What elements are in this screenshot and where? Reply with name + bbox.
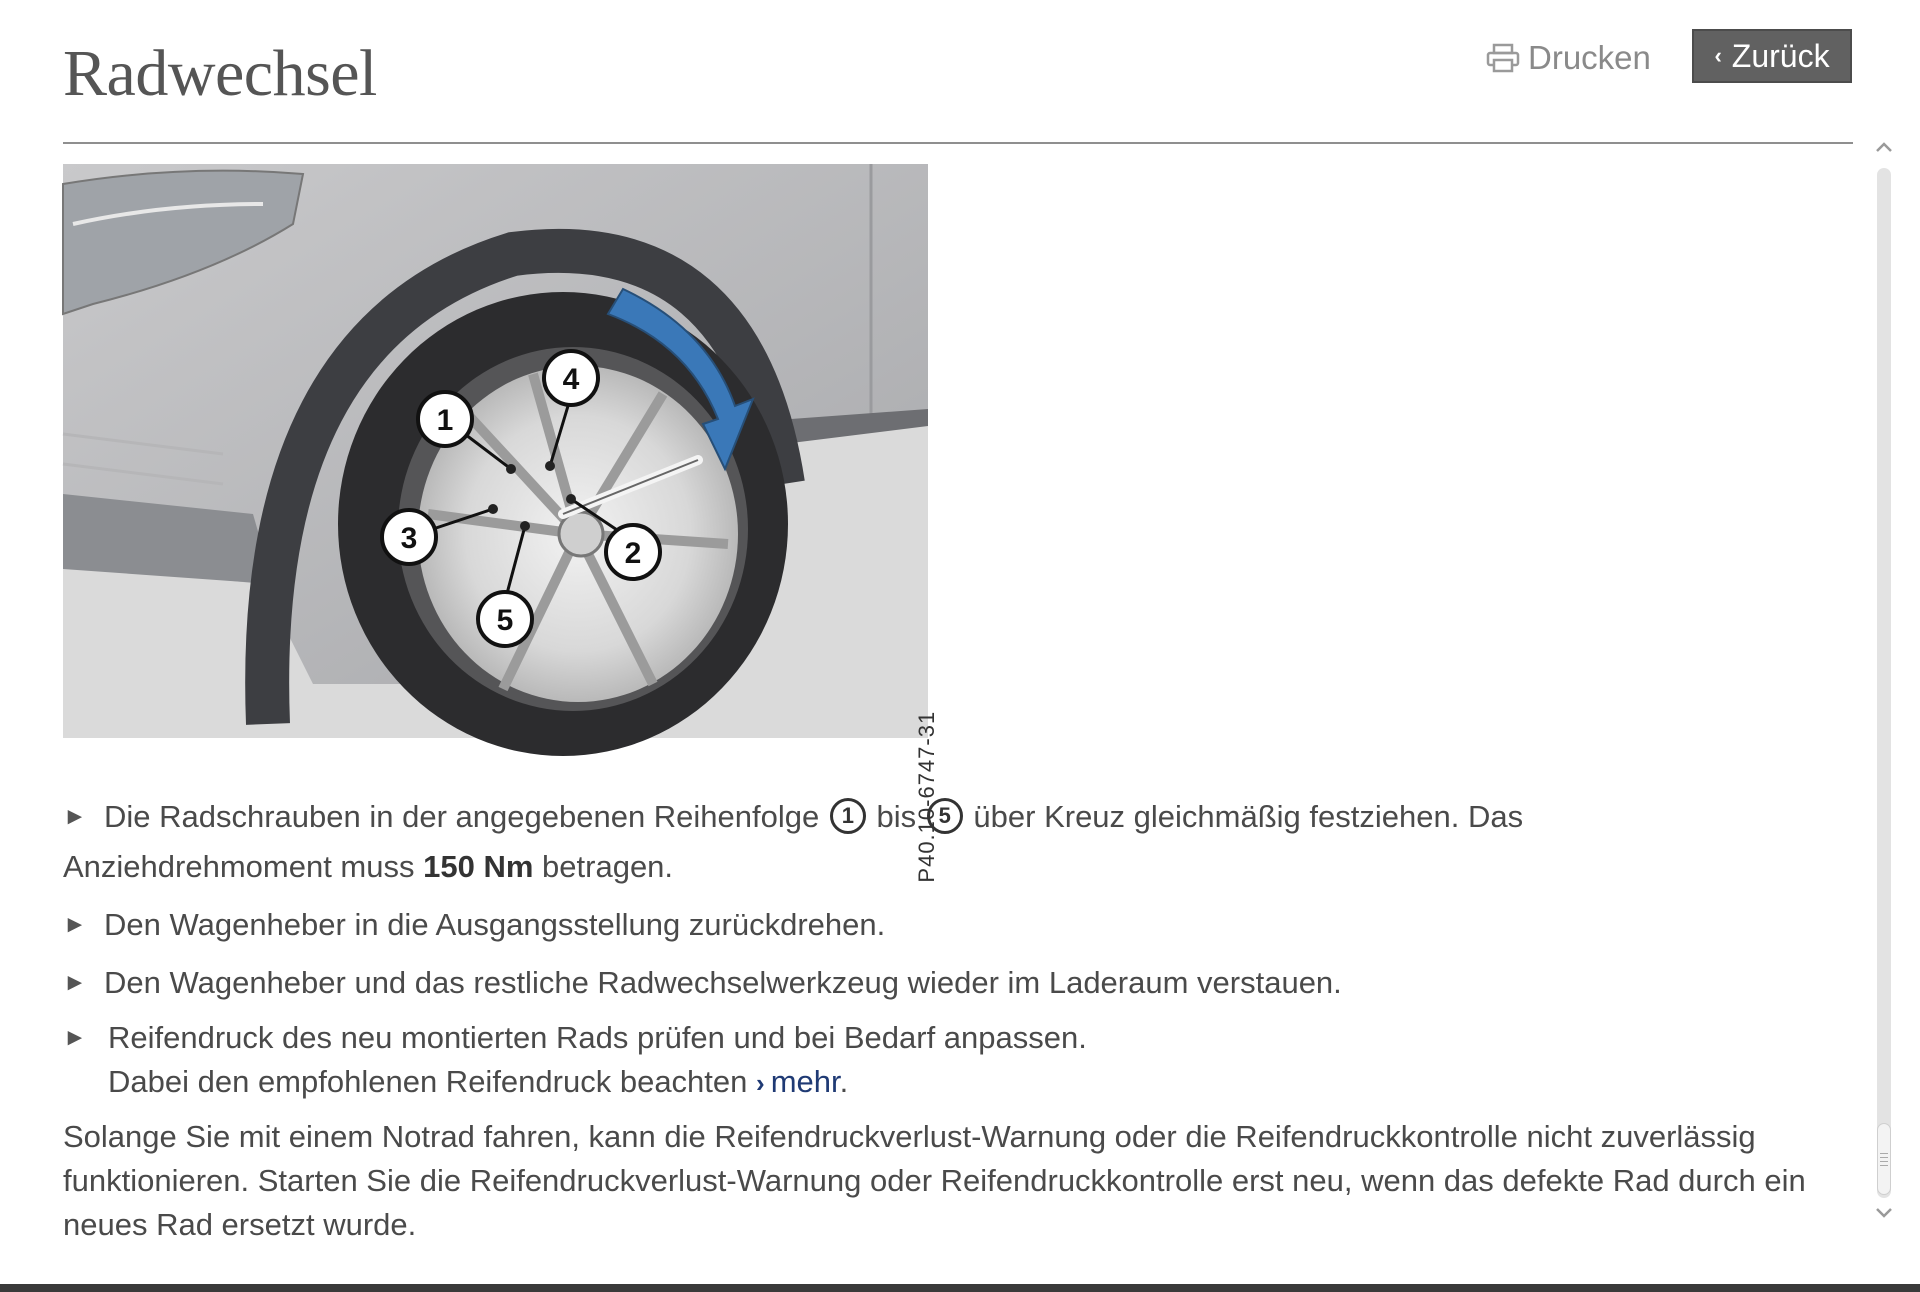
step-text-part: bis [876,799,917,834]
step-text-part: Die Radschrauben in der angegebenen Reihenfolge [104,799,820,834]
callout-2: 2 [624,537,642,570]
step-item [63,792,1853,892]
step-text-part: über Kreuz gleichmäßig festziehen. Das [973,799,1524,834]
play-arrow-icon: ► [63,911,87,938]
scroll-up-icon[interactable] [1873,136,1895,158]
step-text: Den Wagenheber und das restliche Radwechselwerkzeug wieder im Laderaum verstauen. [104,965,1342,1000]
step-text [63,792,1853,842]
figure-code: P40.10-6747-31 [914,710,939,883]
play-arrow-icon: ► [63,1024,87,1051]
back-button[interactable] [1692,29,1852,83]
wheel-illustration-svg [63,164,928,738]
step-text-part: Dabei den empfohlenen Reifendruck beachten [108,1064,748,1099]
play-arrow-icon: ► [63,803,87,830]
step-item [63,958,1853,1008]
step-text-part: . [839,1064,849,1099]
step-item [63,900,1853,950]
play-arrow-icon: ► [63,969,87,996]
step-text-line2 [63,842,1853,892]
callout-3: 3 [400,522,418,555]
callout-4: 4 [562,363,580,396]
vertical-scrollbar[interactable] [1873,136,1895,1236]
scroll-track[interactable] [1877,168,1891,1198]
callout-5: 5 [496,604,514,637]
step-text-line2 [108,1060,1853,1105]
main-content [63,164,1853,1242]
printer-icon [1486,43,1520,73]
torque-value: 150 Nm [423,849,534,884]
page-title: Radwechsel [63,37,377,110]
more-link[interactable] [756,1064,840,1099]
bottom-edge [0,1284,1920,1292]
print-label: Drucken [1528,39,1651,76]
note-paragraph: Solange Sie mit einem Notrad fahren, kann die Reifendruckverlust-Warnung oder die Reifendruckkontrolle nicht zuverlässig funktionieren. Starten Sie die Reifendruckverlust-Warnung oder Reifendruckkontrolle erst neu, wenn das defekte Rad durch ein neues Rad ersetzt wurde. [63,1119,1806,1242]
back-label: Zurück [1731,37,1830,74]
more-link-label: mehr [770,1064,840,1099]
step-text: Reifendruck des neu montierten Rads prüfen und bei Bedarf anpassen. [108,1020,1087,1055]
header-divider [63,142,1853,144]
chevron-right-icon: › [756,1068,765,1098]
step-text-part: betragen. [542,849,674,884]
chevron-left-icon: ‹ [1714,43,1722,68]
scroll-down-icon[interactable] [1873,1202,1895,1224]
number-1-icon: 1 [830,798,866,834]
scroll-thumb[interactable] [1877,1123,1891,1195]
step-text-part: Anziehdrehmoment muss [63,849,415,884]
instructions [63,792,1853,1247]
step-text: Den Wagenheber in die Ausgangsstellung zurückdrehen. [104,907,886,942]
step-item [63,1016,1853,1105]
callout-1: 1 [436,404,454,437]
number-5-icon: 5 [927,798,963,834]
print-button[interactable] [1486,36,1651,80]
